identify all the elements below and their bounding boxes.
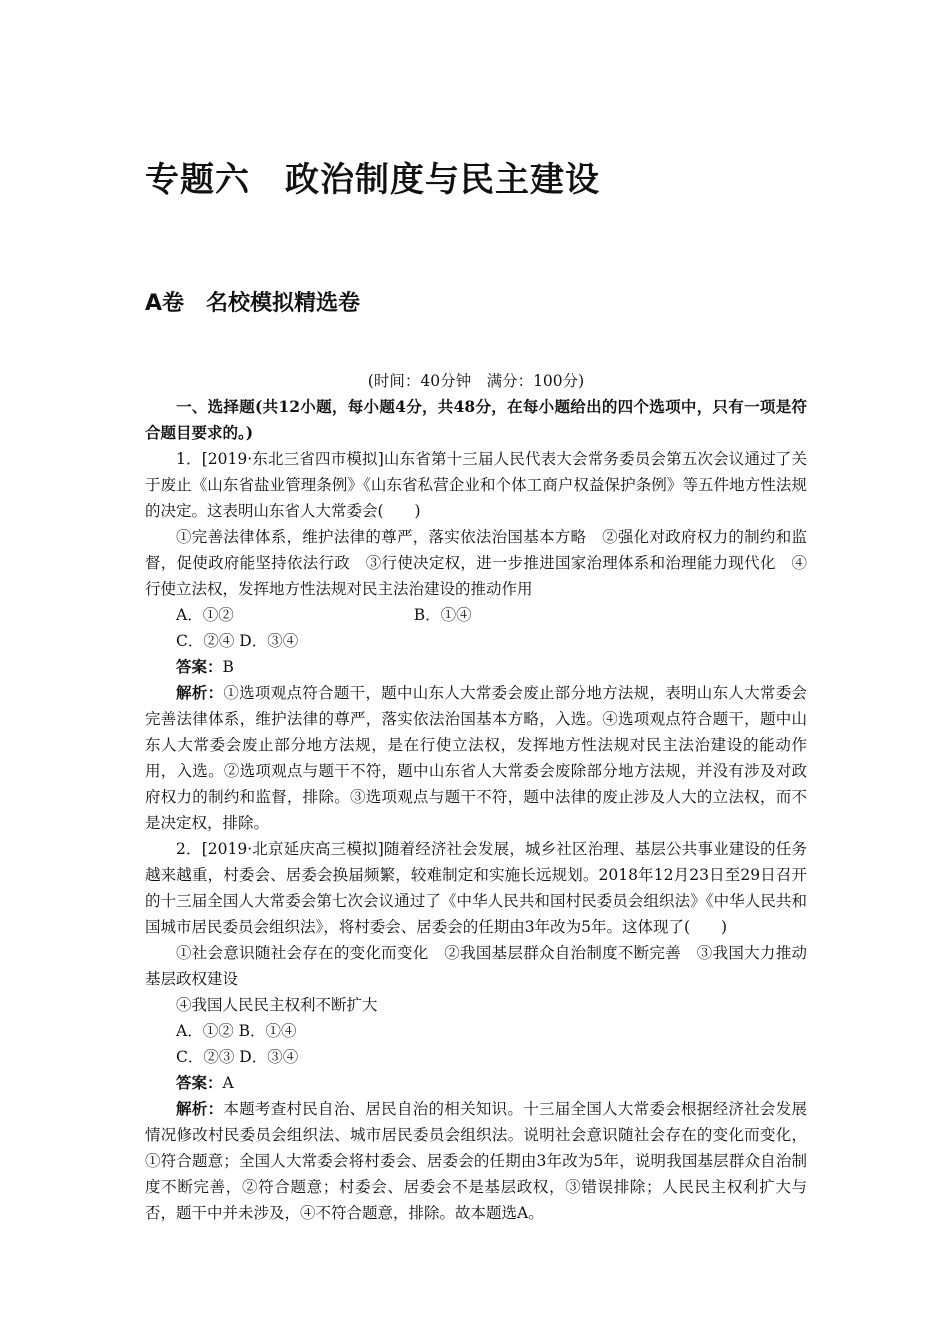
document-body	[145, 368, 807, 1226]
section-heading: 一、选择题(共12小题，每小题4分，共48分，在每小题给出的四个选项中，只有一项是符合题目要求的。)	[145, 397, 807, 442]
analysis-text: ①选项观点符合题干，题中山东人大常委会废止部分地方法规，表明山东人大常委会完善法律体系，维护法律的尊严，落实依法治国基本方略，入选。④选项观点符合题干，题中山东人大常委会废止部分地方法规，是在行使立法权，发挥地方性法规对民主法治建设的能动作用，入选。②选项观点与题干不符，题中山东省人大常委会废除部分地方法规，并没有涉及对政府权力的制约和监督，排除。③选项观点与题干不符，题中法律的废止涉及人大的立法权，而不是决定权，排除。	[145, 684, 807, 832]
answer-label: 答案：	[176, 657, 223, 676]
question-2-stem: 2．[2019·北京延庆高三模拟]随着经济社会发展，城乡社区治理、基层公共事业建设的任务越来越重，村委会、居委会换届频繁，较难制定和实施长远规划。2018年12月23日至29日召开的十三届全国人大常委会第七次会议通过了《中华人民共和国村民委员会组织法》《中华人民共和国城市居民委员会组织法》，将村委会、居委会的任期由3年改为5年。这体现了( )	[145, 840, 807, 936]
answer-value: A	[222, 1074, 234, 1092]
question-1-option-b: B．①④	[413, 606, 472, 624]
question-1-statements: ①完善法律体系，维护法律的尊严，落实依法治国基本方略 ②强化对政府权力的制约和监督，促使政府能坚持依法行政 ③行使决定权，进一步推进国家治理体系和治理能力现代化 ④行使立法权，发挥地方性法规对民主法治建设的推动作用	[145, 528, 807, 598]
answer-label: 答案：	[176, 1073, 223, 1092]
analysis-label: 解析：	[176, 1099, 224, 1118]
question-2-answer	[145, 1070, 807, 1096]
answer-value: B	[222, 658, 234, 676]
question-1-analysis	[145, 680, 807, 836]
exam-info: (时间：40分钟 满分：100分)	[367, 372, 585, 390]
analysis-text: 本题考查村民自治、居民自治的相关知识。十三届全国人大常委会根据经济社会发展情况修改村民委员会组织法、城市居民委员会组织法。说明社会意识随社会存在的变化而变化，①符合题意；全国人大常委会将村委会、居委会的任期由3年改为5年，说明我国基层群众自治制度不断完善，②符合题意；村委会、居委会不是基层政权，③错误排除；人民民主权利扩大与否，题干中并未涉及，④不符合题意，排除。故本题选A。	[145, 1100, 807, 1222]
question-2-statements: ①社会意识随社会存在的变化而变化 ②我国基层群众自治制度不断完善 ③我国大力推动基层政权建设	[145, 944, 807, 988]
question-1-answer	[145, 654, 807, 680]
question-1-option-a: A．①②	[176, 606, 234, 624]
page-title: 专题六 政治制度与民主建设	[145, 160, 600, 200]
analysis-label: 解析：	[176, 683, 224, 702]
question-1-options-cd: C．②④ D．③④	[176, 632, 299, 650]
question-2-options-cd: C．②③ D．③④	[176, 1048, 299, 1066]
question-2-statement-4: ④我国人民民主权利不断扩大	[176, 996, 378, 1014]
question-2-options-ab: A．①② B．①④	[176, 1022, 297, 1040]
section-subtitle: A卷 名校模拟精选卷	[145, 291, 361, 316]
question-1-options-ab	[145, 602, 807, 628]
question-1-stem: 1．[2019·东北三省四市模拟]山东省第十三届人民代表大会常务委员会第五次会议通过了关于废止《山东省盐业管理条例》《山东省私营企业和个体工商户权益保护条例》等五件地方性法规的决定。这表明山东省人大常委会( )	[145, 450, 807, 520]
question-2-analysis	[145, 1096, 807, 1226]
